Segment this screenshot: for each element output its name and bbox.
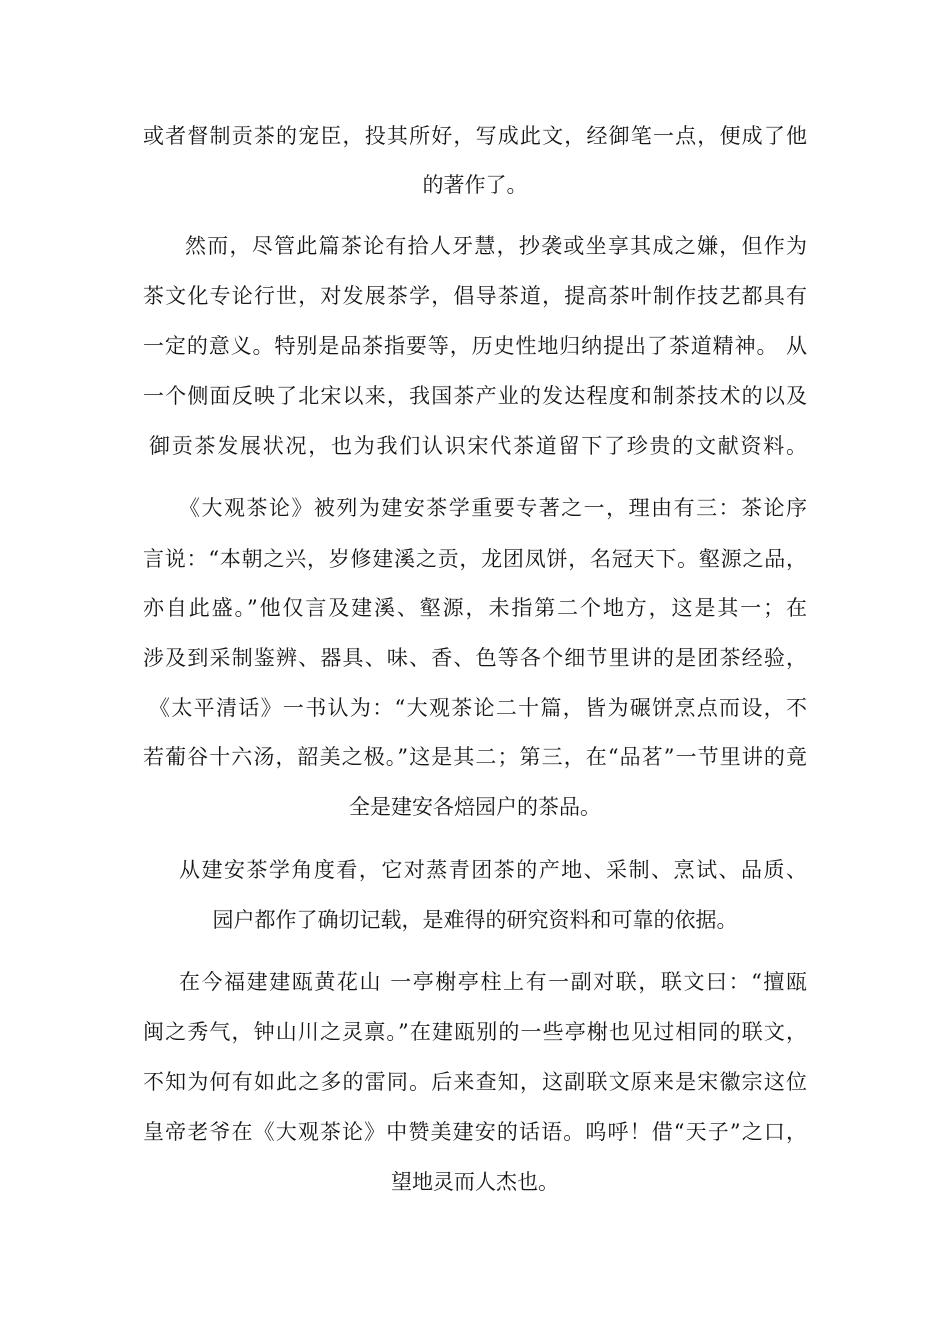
text-line: 望地灵而人杰也。	[391, 1170, 559, 1194]
text-line: 在今福建建瓯黄花山 一亭榭亭柱上有一副对联，联文曰：“擅瓯	[179, 970, 807, 994]
text-line: 然而，尽管此篇茶论有拾人牙慧，抄袭或坐享其成之嫌，但作为	[185, 234, 807, 258]
text-line: 一定的意义。特别是品茶指要等，历史性地归纳提出了茶道精神。 从	[143, 334, 807, 358]
text-line: 不知为何有如此之多的雷同。后来查知，这副联文原来是宋徽宗这位	[143, 1070, 807, 1094]
text-line: 或者督制贡茶的宠臣，投其所好，写成此文，经御笔一点，便成了他	[143, 124, 807, 148]
text-line: 全是建安各焙园户的茶品。	[349, 795, 601, 819]
text-line: 皇帝老爷在《大观茶论》中赞美建安的话语。呜呼！借“天子”之口，	[143, 1120, 807, 1144]
text-line: 涉及到采制鉴辨、器具、味、香、色等各个细节里讲的是团茶经验，	[143, 646, 807, 670]
text-line: 《太平清话》一书认为：“大观茶论二十篇，皆为碾饼烹点而设，不	[149, 696, 807, 720]
text-line: 园户都作了确切记载，是难得的研究资料和可靠的依据。	[212, 908, 738, 932]
text-line: 御贡茶发展状况，也为我们认识宋代茶道留下了珍贵的文献资料。	[149, 434, 807, 458]
text-line: 言说：“本朝之兴，岁修建溪之贡，龙团凤饼，名冠天下。壑源之品，	[143, 547, 807, 571]
text-line: 从建安茶学角度看，它对蒸青团茶的产地、采制、烹试、品质、	[179, 858, 807, 882]
text-line: 茶文化专论行世，对发展茶学，倡导茶道，提高茶叶制作技艺都具有	[143, 284, 807, 308]
text-line: 一个侧面反映了北宋以来，我国茶产业的发达程度和制茶技术的以及	[143, 384, 807, 408]
text-line: 的著作了。	[422, 173, 528, 197]
text-line: 亦自此盛。”他仅言及建溪、壑源，未指第二个地方，这是其一；在	[143, 596, 807, 620]
text-line: 若葡谷十六汤，韶美之极。”这是其二；第三，在“品茗”一节里讲的竟	[143, 745, 807, 769]
text-line: 闽之秀气，钟山川之灵禀。”在建瓯别的一些亭榭也见过相同的联文，	[143, 1020, 807, 1044]
text-line: 《大观茶论》被列为建安茶学重要专著之一，理由有三：茶论序	[179, 496, 807, 520]
